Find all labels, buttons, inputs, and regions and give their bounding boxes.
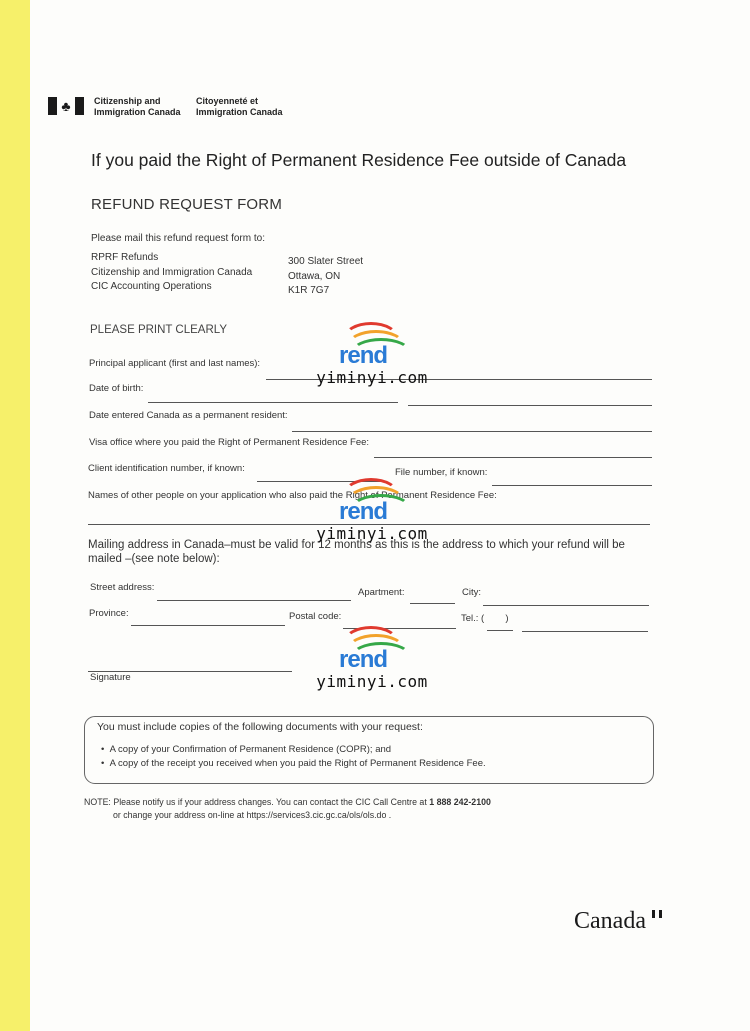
date-of-birth-field[interactable] [148, 402, 398, 403]
yellow-page-edge [0, 0, 30, 1031]
city-label: City: [462, 587, 481, 598]
watermark [302, 476, 442, 543]
form-title: If you paid the Right of Permanent Residence Fee outside of Canada [91, 150, 627, 170]
province-label: Province: [89, 608, 129, 619]
principal-applicant-label: Principal applicant (first and last names): [89, 358, 261, 369]
mailing-address-left: RPRF Refunds Citizenship and Immigration Canada CIC Accounting Operations [91, 252, 253, 292]
mailing-address-right: 300 Slater Street Ottawa, ON K1R 7G7 [288, 256, 364, 296]
document-item: • A copy of your Confirmation of Permanent Residence (COPR); and [101, 744, 392, 755]
visa-office-field[interactable] [374, 457, 652, 458]
visa-office-label: Visa office where you paid the Right of Permanent Residence Fee: [89, 437, 370, 448]
telephone-field[interactable] [522, 631, 648, 632]
second-field-line[interactable] [408, 405, 652, 406]
department-name-english: Citizenship and Immigration Canada [94, 96, 181, 117]
mail-intro: Please mail this refund request form to: [91, 233, 265, 244]
street-address-field[interactable] [157, 600, 351, 601]
street-address-label: Street address: [90, 582, 155, 593]
print-clearly-heading: PLEASE PRINT CLEARLY [90, 324, 227, 336]
signature-label: Signature [90, 672, 131, 683]
trend-logo-icon: rend [337, 624, 407, 672]
other-people-label: Names of other people on your application who also paid the Right of Permanent Residence Fee: [88, 490, 497, 501]
watermark-url: yiminyi.com [316, 672, 428, 691]
mailing-address-instructions: Mailing address in Canada–must be valid for 12 months as this is the address to which your refund will be mailed –(see note below): [88, 539, 625, 565]
canada-wordmark: Canada [574, 908, 646, 934]
watermark-url: yiminyi.com [316, 368, 428, 387]
date-entered-field[interactable] [292, 431, 652, 432]
form-subtitle: REFUND REQUEST FORM [91, 196, 283, 213]
city-field[interactable] [483, 605, 649, 606]
online-address-note: or change your address on-line at https://services3.cic.gc.ca/ols/ols.do . [113, 810, 392, 820]
wordmark-flag-icon [652, 910, 662, 918]
date-of-birth-label: Date of birth: [89, 383, 144, 394]
file-number-label: File number, if known: [395, 467, 488, 478]
telephone-label: Tel.: ( ) [461, 613, 509, 624]
department-name-french: Citoyenneté et Immigration Canada [196, 96, 283, 117]
apartment-field[interactable] [410, 603, 455, 604]
address-change-note: NOTE: Please notify us if your address changes. You can contact the CIC Call Centre at 1 888 242-2100 [84, 797, 491, 807]
canada-flag-icon: ♣ [48, 97, 84, 115]
watermark-url: yiminyi.com [316, 524, 428, 543]
required-documents-title: You must include copies of the following documents with your request: [97, 721, 423, 733]
province-field[interactable] [131, 625, 285, 626]
postal-code-label: Postal code: [289, 611, 342, 622]
document-item: • A copy of the receipt you received when you paid the Right of Permanent Residence Fee. [101, 758, 486, 769]
watermark [302, 320, 442, 387]
watermark [302, 624, 442, 691]
client-id-label: Client identification number, if known: [88, 463, 245, 474]
area-code-field[interactable] [487, 630, 513, 631]
date-entered-label: Date entered Canada as a permanent resident: [89, 410, 288, 421]
file-number-field[interactable] [492, 485, 652, 486]
trend-logo-icon: rend [337, 476, 407, 524]
apartment-label: Apartment: [358, 587, 405, 598]
trend-logo-icon: rend [337, 320, 407, 368]
